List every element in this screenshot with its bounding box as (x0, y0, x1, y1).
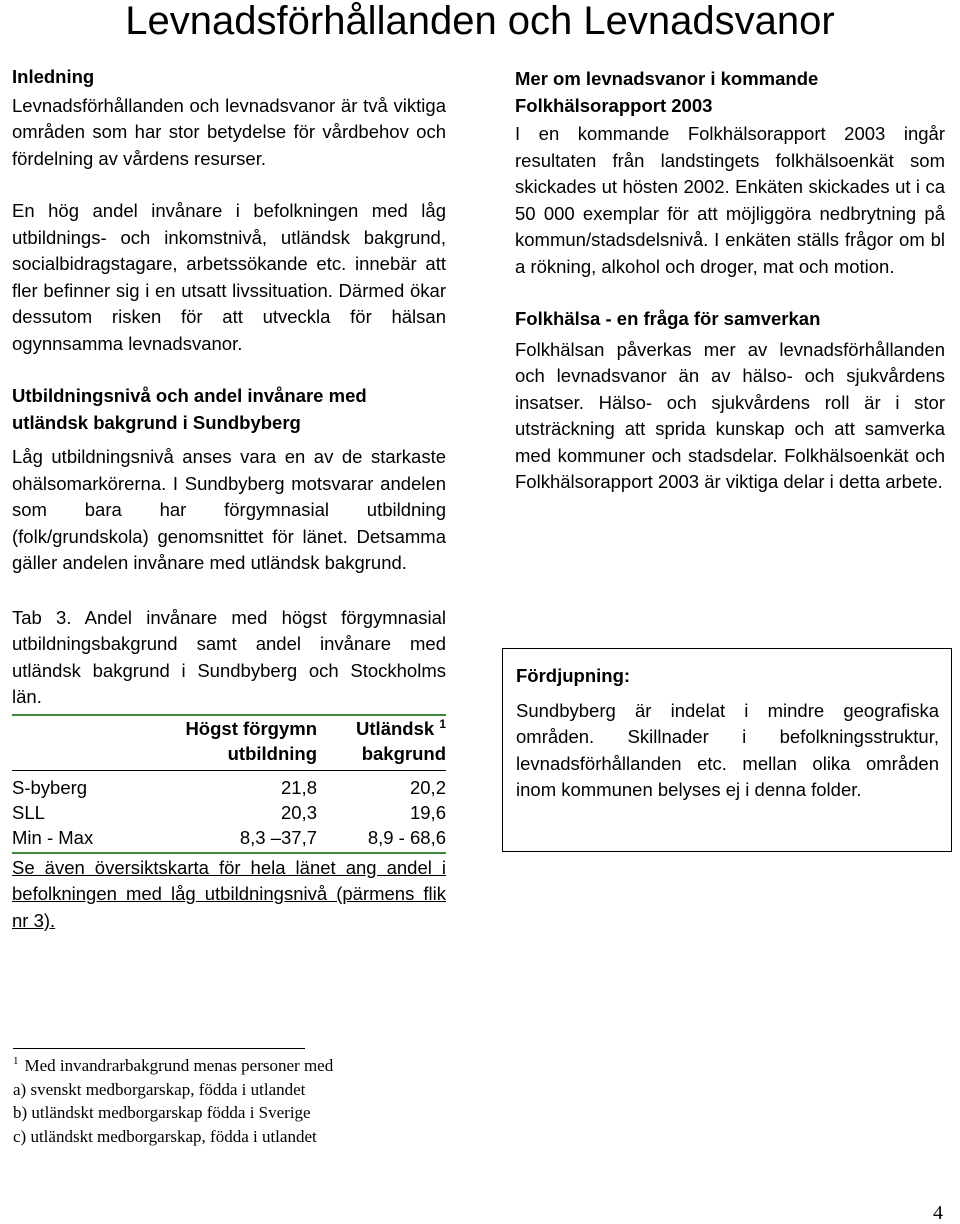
levnadsvanor-paragraph: I en kommande Folkhälsorapport 2003 ingår resultaten från landstingets folkhälsoenkät som skickades ut hösten 2002. Enkäten skickades ut i ca 50 000 exemplar för att möjliggöra nedbrytning på kommun/stadsdelsnivå. I enkäten ställs frågor om bl a rökning, alkohol och droger, mat och motion. (515, 123, 945, 277)
table-caption: Tab 3. Andel invånare med högst förgymnasial utbildningsbakgrund samt andel invånare med utländsk bakgrund i Sundbyberg och Stockholms län. (12, 606, 446, 707)
footnote-line: Med invandrarbakgrund menas personer med (24, 1056, 334, 1075)
box-text: Sundbyberg är indelat i mindre geografiska områden. Skillnader i befolkningsstruktur, levnadsförhållanden etc. mellan olika områden inom kommunen belyses ej i denna folder. (516, 699, 939, 800)
row-value-education: 21,8 (280, 776, 317, 798)
table-header-rule (12, 770, 446, 771)
footnote (13, 1054, 533, 1148)
footnote-rule (13, 1048, 305, 1049)
table-row (12, 775, 446, 800)
row-label: S-byberg (12, 776, 88, 798)
fordjupning-box (502, 648, 952, 852)
row-label: SLL (12, 801, 45, 823)
section-paragraph: Låg utbildningsnivå anses vara en av de starkaste ohälsomarkörerna. I Sundbyberg motsvarar andelen som bara har förgymnasial utbildning (folk/grundskola) genomsnittet för länet. Detsamma gäller andelen invånare med utländsk bakgrund. (12, 446, 446, 573)
footnote-line: c) utländskt medborgarskap, födda i utlandet (13, 1126, 317, 1146)
folkhalsa-heading: Folkhälsa - en fråga för samverkan (515, 308, 821, 329)
intro-heading: Inledning (12, 66, 95, 87)
table-bottom-rule (12, 852, 446, 854)
footnote-line: b) utländskt medborgarskap födda i Sverige (13, 1103, 311, 1122)
footnote-line: a) svenskt medborgarskap, födda i utlandet (13, 1079, 306, 1099)
right-column (515, 66, 945, 496)
section-heading: Utbildningsnivå och andel invånare med utländsk bakgrund i Sundbyberg (12, 385, 367, 433)
table-header-row (12, 716, 446, 766)
levnadsvanor-heading: Mer om levnadsvanor i kommande Folkhälsorapport 2003 (515, 68, 819, 116)
row-value-education: 20,3 (280, 801, 317, 823)
table-header-background: Utländsk $^1$ bakgrund (356, 716, 446, 764)
intro-paragraph-1: Levnadsförhållanden och levnadsvanor är två viktiga områden som har stor betydelse för vårdbehov och fördelning av vårdens resurser. (12, 94, 446, 169)
page-title: Levnadsförhållanden och Levnadsvanor (125, 0, 835, 43)
box-heading: Fördjupning: (516, 665, 631, 686)
row-label: Min - Max (12, 826, 94, 848)
table-note: Se även översiktskarta för hela länet ang andel i befolkningen med låg utbildningsnivå (pärmens flik nr 3). (12, 856, 446, 931)
page-number: 4 (933, 1202, 943, 1224)
table-row (12, 825, 446, 850)
table-row (12, 800, 446, 825)
row-value-background: 19,6 (409, 801, 446, 823)
row-value-background: 20,2 (409, 776, 446, 798)
row-value-education: 8,3 –37,7 (239, 826, 317, 848)
table-header-education: Högst förgymn utbildning (185, 717, 317, 764)
intro-paragraph-2: En hög andel invånare i befolkningen med låg utbildnings- och inkomstnivå, utländsk bakgrund, socialbidragstagare, arbetssökande etc. innebär att fler befinner sig i en utsatt livssituation. Därmed ökar dessutom risken för att utveckla för hälsan ogynnsamma levnadsvanor. (12, 200, 446, 354)
row-value-background: 8,9 - 68,6 (367, 826, 446, 848)
footnote-marker: 1 (13, 1055, 19, 1068)
left-column (12, 64, 446, 934)
folkhalsa-paragraph: Folkhälsan påverkas mer av levnadsförhållanden och levnadsvanor än av hälso- och sjukvårdens insatser. Hälso- och sjukvårdens roll är i stor utsträckning att sprida kunskap och att samverka med kommuner och stadsdelar. Folkhälsoenkät och Folkhälsorapport 2003 är viktiga delar i detta arbete. (515, 338, 945, 492)
data-table (12, 716, 446, 850)
